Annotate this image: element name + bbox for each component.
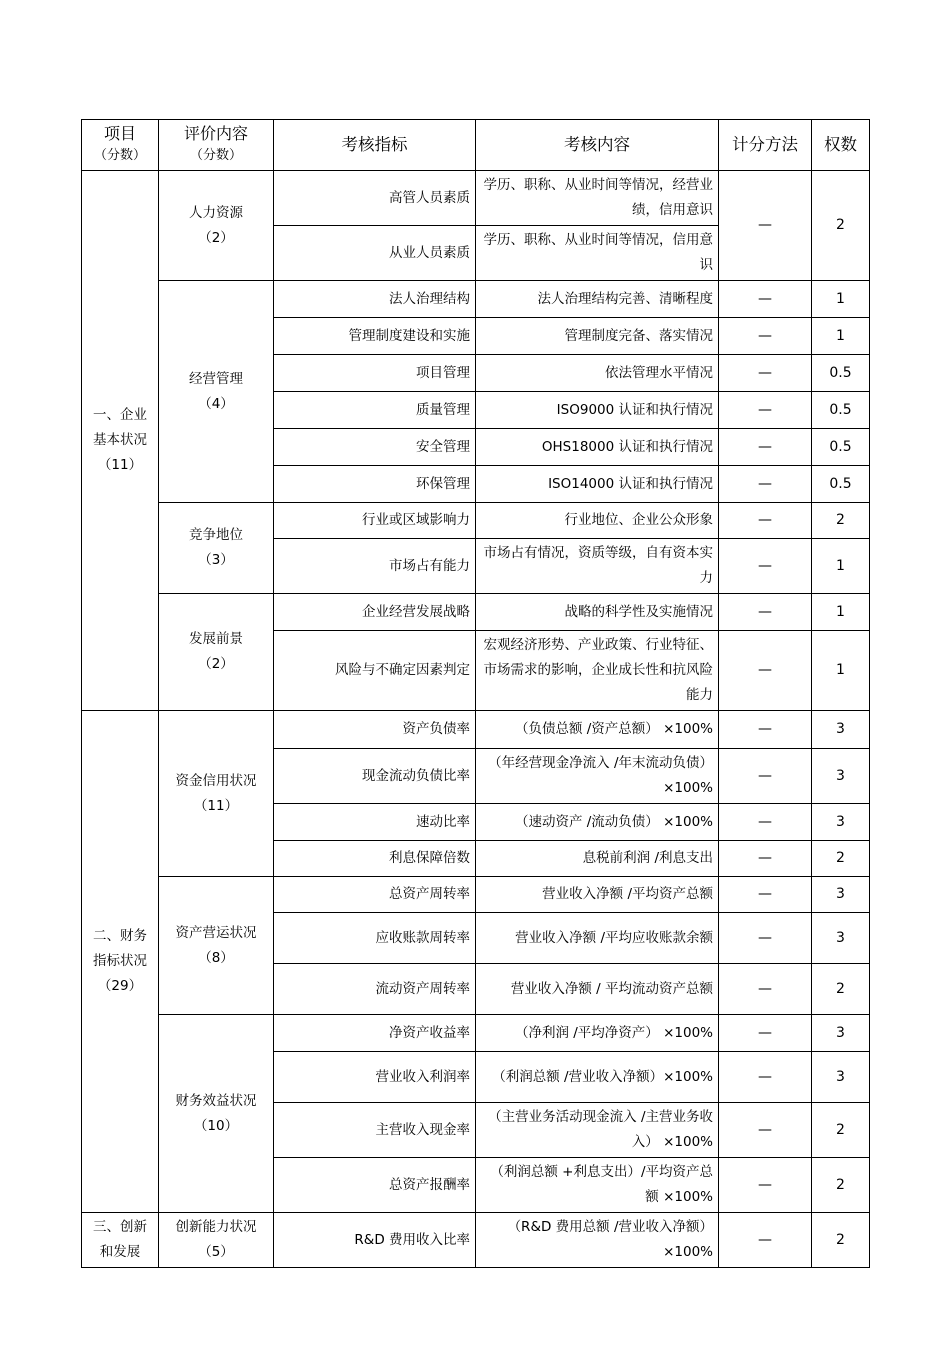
method-cell: —: [719, 1158, 812, 1213]
content-cell: ISO9000 认证和执行情况: [476, 392, 719, 429]
indicator-cell: 营业收入利润率: [274, 1052, 476, 1103]
method-cell: —: [719, 631, 812, 711]
content-cell: OHS18000 认证和执行情况: [476, 429, 719, 466]
section-cell: 一、企业基本状况（11）: [82, 171, 159, 711]
content-cell: 行业地位、企业公众形象: [476, 503, 719, 539]
table-row: [82, 877, 870, 913]
table-row: [82, 711, 870, 749]
weight-cell: 2: [812, 841, 870, 877]
indicator-cell: 速动比率: [274, 804, 476, 841]
weight-cell: 3: [812, 913, 870, 964]
weight-cell: 2: [812, 171, 870, 281]
method-cell: —: [719, 964, 812, 1015]
weight-cell: 3: [812, 711, 870, 749]
table-row: [82, 1015, 870, 1052]
group-cell: 竞争地位（3）: [159, 503, 274, 594]
weight-cell: 2: [812, 1213, 870, 1268]
method-cell: —: [719, 841, 812, 877]
weight-cell: 1: [812, 318, 870, 355]
method-cell: —: [719, 318, 812, 355]
method-cell: —: [719, 711, 812, 749]
group-cell: 经营管理（4）: [159, 281, 274, 503]
header-method: 计分方法: [719, 120, 812, 171]
weight-cell: 1: [812, 281, 870, 318]
weight-cell: 1: [812, 594, 870, 631]
content-cell: 管理制度完备、落实情况: [476, 318, 719, 355]
weight-cell: 0.5: [812, 392, 870, 429]
indicator-cell: 现金流动负债比率: [274, 749, 476, 804]
weight-cell: 3: [812, 877, 870, 913]
weight-cell: 1: [812, 539, 870, 594]
content-cell: ISO14000 认证和执行情况: [476, 466, 719, 503]
indicator-cell: 行业或区域影响力: [274, 503, 476, 539]
weight-cell: 3: [812, 1052, 870, 1103]
table-row: [82, 594, 870, 631]
content-cell: （年经营现金净流入 /年末流动负债） ×100%: [476, 749, 719, 804]
weight-cell: 2: [812, 503, 870, 539]
indicator-cell: 管理制度建设和实施: [274, 318, 476, 355]
weight-cell: 1: [812, 631, 870, 711]
method-cell: —: [719, 749, 812, 804]
content-cell: （速动资产 /流动负债） ×100%: [476, 804, 719, 841]
table-row: [82, 281, 870, 318]
content-cell: 营业收入净额 /平均资产总额: [476, 877, 719, 913]
header-project: 项目 （分数）: [82, 120, 159, 171]
indicator-cell: 总资产周转率: [274, 877, 476, 913]
method-cell: —: [719, 503, 812, 539]
indicator-cell: 总资产报酬率: [274, 1158, 476, 1213]
indicator-cell: 资产负债率: [274, 711, 476, 749]
content-cell: 学历、职称、从业时间等情况，信用意识: [476, 226, 719, 281]
method-cell: —: [719, 281, 812, 318]
indicator-cell: 风险与不确定因素判定: [274, 631, 476, 711]
content-cell: （负债总额 /资产总额） ×100%: [476, 711, 719, 749]
indicator-cell: 质量管理: [274, 392, 476, 429]
table-row: [82, 171, 870, 226]
content-cell: （R&D 费用总额 /营业收入净额） ×100%: [476, 1213, 719, 1268]
evaluation-table: [81, 119, 870, 1268]
table-row: [82, 503, 870, 539]
table-row: [82, 1213, 870, 1268]
method-cell: —: [719, 1052, 812, 1103]
group-cell: 资产营运状况（8）: [159, 877, 274, 1015]
method-cell: —: [719, 355, 812, 392]
indicator-cell: 净资产收益率: [274, 1015, 476, 1052]
group-cell: 财务效益状况（10）: [159, 1015, 274, 1213]
method-cell: —: [719, 804, 812, 841]
indicator-cell: 高管人员素质: [274, 171, 476, 226]
content-cell: 息税前利润 /利息支出: [476, 841, 719, 877]
indicator-cell: 利息保障倍数: [274, 841, 476, 877]
group-cell: 发展前景（2）: [159, 594, 274, 711]
group-cell: 人力资源（2）: [159, 171, 274, 281]
weight-cell: 0.5: [812, 355, 870, 392]
content-cell: 学历、职称、从业时间等情况，经营业绩，信用意识: [476, 171, 719, 226]
content-cell: 战略的科学性及实施情况: [476, 594, 719, 631]
method-cell: —: [719, 429, 812, 466]
weight-cell: 2: [812, 1158, 870, 1213]
weight-cell: 2: [812, 1103, 870, 1158]
content-cell: 营业收入净额 /平均应收账款余额: [476, 913, 719, 964]
method-cell: —: [719, 1015, 812, 1052]
content-cell: （主营业务活动现金流入 /主营业务收入） ×100%: [476, 1103, 719, 1158]
method-cell: —: [719, 594, 812, 631]
header-indicator: 考核指标: [274, 120, 476, 171]
header-row: [82, 120, 870, 171]
group-cell: 创新能力状况（5）: [159, 1213, 274, 1268]
method-cell: —: [719, 877, 812, 913]
method-cell: —: [719, 171, 812, 281]
content-cell: （利润总额 +利息支出）/平均资产总额 ×100%: [476, 1158, 719, 1213]
weight-cell: 0.5: [812, 429, 870, 466]
content-cell: （净利润 /平均净资产） ×100%: [476, 1015, 719, 1052]
weight-cell: 3: [812, 1015, 870, 1052]
weight-cell: 2: [812, 964, 870, 1015]
indicator-cell: 市场占有能力: [274, 539, 476, 594]
content-cell: 法人治理结构完善、清晰程度: [476, 281, 719, 318]
indicator-cell: 流动资产周转率: [274, 964, 476, 1015]
indicator-cell: 法人治理结构: [274, 281, 476, 318]
method-cell: —: [719, 1103, 812, 1158]
indicator-cell: 项目管理: [274, 355, 476, 392]
weight-cell: 3: [812, 804, 870, 841]
indicator-cell: 安全管理: [274, 429, 476, 466]
section-cell: 三、创新和发展: [82, 1213, 159, 1268]
section-cell: 二、财务指标状况（29）: [82, 711, 159, 1213]
indicator-cell: 主营收入现金率: [274, 1103, 476, 1158]
weight-cell: 0.5: [812, 466, 870, 503]
method-cell: —: [719, 466, 812, 503]
header-weight: 权数: [812, 120, 870, 171]
indicator-cell: 应收账款周转率: [274, 913, 476, 964]
indicator-cell: 从业人员素质: [274, 226, 476, 281]
indicator-cell: R&D 费用收入比率: [274, 1213, 476, 1268]
content-cell: 营业收入净额 / 平均流动资产总额: [476, 964, 719, 1015]
method-cell: —: [719, 913, 812, 964]
method-cell: —: [719, 539, 812, 594]
header-content: 考核内容: [476, 120, 719, 171]
header-eval: 评价内容 （分数）: [159, 120, 274, 171]
group-cell: 资金信用状况（11）: [159, 711, 274, 877]
content-cell: 宏观经济形势、产业政策、行业特征、市场需求的影响，企业成长性和抗风险能力: [476, 631, 719, 711]
indicator-cell: 环保管理: [274, 466, 476, 503]
method-cell: —: [719, 392, 812, 429]
method-cell: —: [719, 1213, 812, 1268]
content-cell: 市场占有情况，资质等级，自有资本实力: [476, 539, 719, 594]
indicator-cell: 企业经营发展战略: [274, 594, 476, 631]
content-cell: （利润总额 /营业收入净额）×100%: [476, 1052, 719, 1103]
weight-cell: 3: [812, 749, 870, 804]
content-cell: 依法管理水平情况: [476, 355, 719, 392]
